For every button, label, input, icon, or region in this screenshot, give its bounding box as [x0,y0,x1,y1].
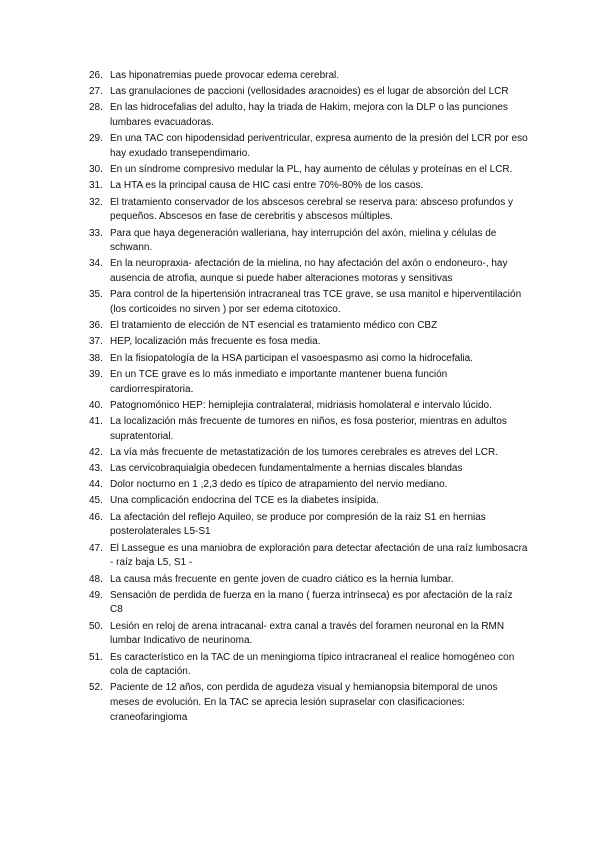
item-number: 52. [89,682,103,694]
list-item [0,69,528,84]
item-text: La causa más frecuente en gente joven de cuadro ciático es la hernia lumbar. [110,573,454,585]
item-text: Lesión en reloj de arena intracanal- extra canal a través del foramen neuronal en la RMN lumbar Indicativo de neurinoma. [110,620,505,647]
item-number: 35. [89,289,103,301]
list-item [0,227,528,256]
item-number: 28. [89,102,103,114]
list-item [0,478,528,493]
item-text: En la neuropraxia- afectación de la mielina, no hay afectación del axón o endoneuro-, hay ausencia de atrofia, aunque si puede haber alteraciones motoras y sensitivas [110,258,508,285]
list-item [0,620,528,649]
item-text: En un TCE grave es lo más inmediato e importante mantener buena función cardiorrespiratoria. [110,368,448,395]
list-item [0,257,528,286]
item-text: En la fisiopatología de la HSA participan el vasoespasmo asi como la hidrocefalia. [110,352,473,364]
item-number: 49. [89,589,103,601]
item-number: 42. [89,446,103,458]
list-item [0,462,528,477]
item-text: La vía más frecuente de metastatización de los tumores cerebrales es atreves del LCR. [110,446,498,458]
item-number: 38. [89,352,103,364]
item-text: Una complicación endocrina del TCE es la diabetes insípida. [110,495,379,507]
item-text: El Lassegue es una maniobra de exploración para detectar afectación de una raíz lumbosacra - raíz baja L5, S1 - [110,542,528,569]
list-item [0,288,528,317]
list-item [0,589,528,618]
list-item [0,179,528,194]
numbered-list [0,69,600,727]
list-item [0,335,528,350]
list-item [0,132,528,161]
list-item [0,352,528,367]
item-text: La HTA es la principal causa de HIC casi entre 70%-80% de los casos. [110,180,424,192]
item-text: Las granulaciones de paccioni (vellosidades aracnoides) es el lugar de absorción del LCR [110,86,509,98]
item-text: Sensación de perdida de fuerza en la mano ( fuerza intrínseca) es por afectación de la raíz C8 [110,589,513,616]
item-number: 26. [89,70,103,81]
item-text: HEP, localización más frecuente es fosa media. [110,336,321,348]
item-number: 31. [89,180,103,192]
list-item [0,415,528,444]
item-number: 29. [89,133,103,145]
item-text: Paciente de 12 años, con perdida de agudeza visual y hemianopsia bitemporal de unos meses de evolución. En la TAC se aprecia lesión supraselar con clasificaciones: craneofaringioma [110,682,498,723]
list-item [0,196,528,225]
item-text: En un síndrome compresivo medular la PL, hay aumento de células y proteínas en el LCR. [110,164,513,176]
item-number: 27. [89,86,103,98]
list-item [0,101,528,130]
item-text: El tratamiento de elección de NT esencial es tratamiento médico con CBZ [110,320,438,332]
item-number: 36. [89,320,103,332]
item-text: En las hidrocefalias del adulto, hay la triada de Hakim, mejora con la DLP o las punciones lumbares evacuadoras. [110,102,508,129]
list-item [0,494,528,509]
list-item [0,573,528,588]
item-text: La afectación del reflejo Aquileo, se produce por compresión de la raiz S1 en hernias posterolaterales L5-S1 [110,511,486,538]
list-item [0,681,528,725]
item-number: 37. [89,336,103,348]
list-item [0,319,528,334]
item-number: 47. [89,542,103,554]
item-number: 50. [89,620,103,632]
item-number: 30. [89,164,103,176]
list-item [0,163,528,178]
item-number: 46. [89,511,103,523]
item-number: 41. [89,415,103,427]
item-text: La localización más frecuente de tumores en niños, es fosa posterior, mientras en adultos supratentorial. [110,415,507,442]
item-text: Es característico en la TAC de un meningioma típico intracraneal el realice homogéneo con cola de captación. [110,651,515,678]
item-text: Dolor nocturno en 1 ,2,3 dedo es típico de atrapamiento del nervio mediano. [110,479,448,491]
item-text: Patognomónico HEP: hemiplejia contralateral, midriasis homolateral e intervalo lúcido. [110,399,492,411]
list-item [0,85,528,100]
list-item [0,542,528,571]
item-text: Las cervicobraquialgia obedecen fundamentalmente a hernias discales blandas [110,463,463,475]
item-number: 34. [89,258,103,270]
item-number: 45. [89,495,103,507]
item-number: 44. [89,479,103,491]
item-text: El tratamiento conservador de los abscesos cerebral se reserva para: absceso profundos y pequeños. Abscesos en fase de cerebritis y abscesos múltiples. [110,196,513,223]
item-text: Las hiponatremias puede provocar edema cerebral. [110,70,340,81]
item-text: Para que haya degeneración walleriana, hay interrupción del axón, mielina y células de schwann. [110,227,497,254]
item-number: 39. [89,368,103,380]
item-number: 32. [89,196,103,208]
list-item [0,511,528,540]
item-number: 43. [89,463,103,475]
list-item [0,446,528,461]
item-number: 40. [89,399,103,411]
item-number: 51. [89,651,103,663]
list-item [0,399,528,414]
item-number: 33. [89,227,103,239]
item-number: 48. [89,573,103,585]
list-item [0,651,528,680]
list-item [0,368,528,397]
item-text: En una TAC con hipodensidad periventricular, expresa aumento de la presión del LCR por eso hay exudado transependimario. [110,133,528,160]
item-text: Para control de la hipertensión intracraneal tras TCE grave, se usa manitol e hiperventilación (los corticoides no sirven ) por ser edema citotoxico. [110,289,522,316]
